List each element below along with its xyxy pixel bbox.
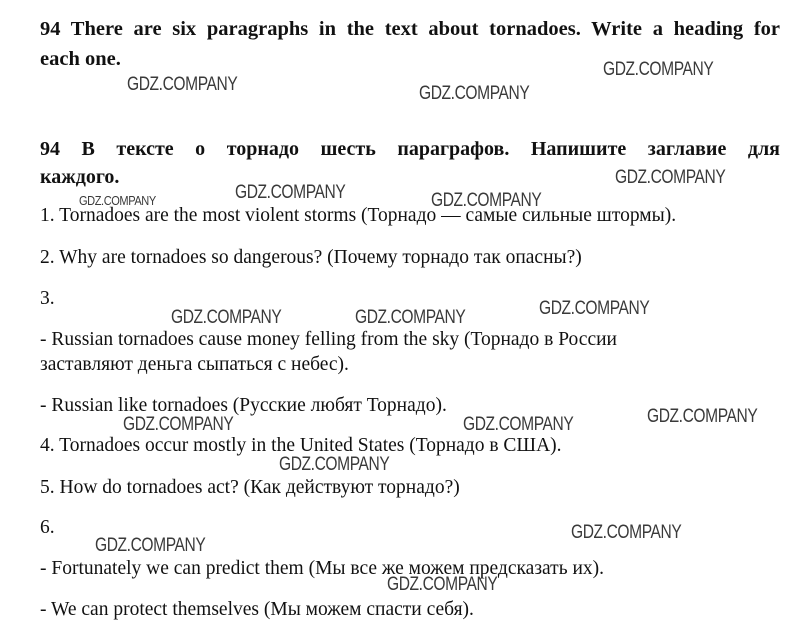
watermark: GDZ.COMPANY [235, 182, 346, 203]
answer-4: 4. Tornadoes occur mostly in the United States (Торнадо в США). [40, 435, 562, 456]
watermark: GDZ.COMPANY [123, 414, 234, 435]
watermark: GDZ.COMPANY [355, 307, 466, 328]
watermark: GDZ.COMPANY [615, 167, 726, 188]
answer-5: 5. How do tornadoes act? (Как действуют торнадо?) [40, 477, 460, 498]
watermark: GDZ.COMPANY [571, 522, 682, 543]
watermark: GDZ.COMPANY [387, 574, 498, 595]
task-heading-english-line2: each one. [40, 48, 121, 70]
answer-3-heading-2: - Russian like tornadoes (Русские любят Торнадо). [40, 395, 447, 416]
answer-6-number: 6. [40, 517, 55, 538]
watermark: GDZ.COMPANY [463, 414, 574, 435]
answer-6-heading-1: - Fortunately we can predict them (Мы все же можем предсказать их). [40, 558, 605, 579]
task-heading-russian-line2: каждого. [40, 166, 120, 188]
answer-2: 2. Why are tornadoes so dangerous? (Почему торнадо так опасны?) [40, 247, 582, 268]
watermark: GDZ.COMPANY [79, 193, 156, 208]
watermark: GDZ.COMPANY [279, 454, 390, 475]
watermark: GDZ.COMPANY [95, 535, 206, 556]
watermark: GDZ.COMPANY [647, 406, 758, 427]
answer-3-number: 3. [40, 288, 55, 309]
watermark: GDZ.COMPANY [127, 74, 238, 95]
watermark: GDZ.COMPANY [603, 59, 714, 80]
answer-3-heading-1: - Russian tornadoes cause money felling from the sky (Торнадо в России [40, 329, 617, 350]
watermark: GDZ.COMPANY [539, 298, 650, 319]
answer-3-heading-1-continued: заставляют деньга сыпаться с небес). [40, 354, 349, 375]
answer-6-heading-2: - We can protect themselves (Мы можем спасти себя). [40, 599, 474, 620]
watermark: GDZ.COMPANY [431, 190, 542, 211]
task-heading-english-line1: 94 There are six paragraphs in the text about tornadoes. Write a heading for [40, 18, 780, 40]
task-heading-russian-line1: 94 В тексте о торнадо шесть параграфов. Напишите заглавие для [40, 138, 780, 160]
watermark: GDZ.COMPANY [171, 307, 282, 328]
answer-1: 1. Tornadoes are the most violent storms (Торнадо — самые сильные штормы). [40, 205, 677, 226]
watermark: GDZ.COMPANY [419, 83, 530, 104]
